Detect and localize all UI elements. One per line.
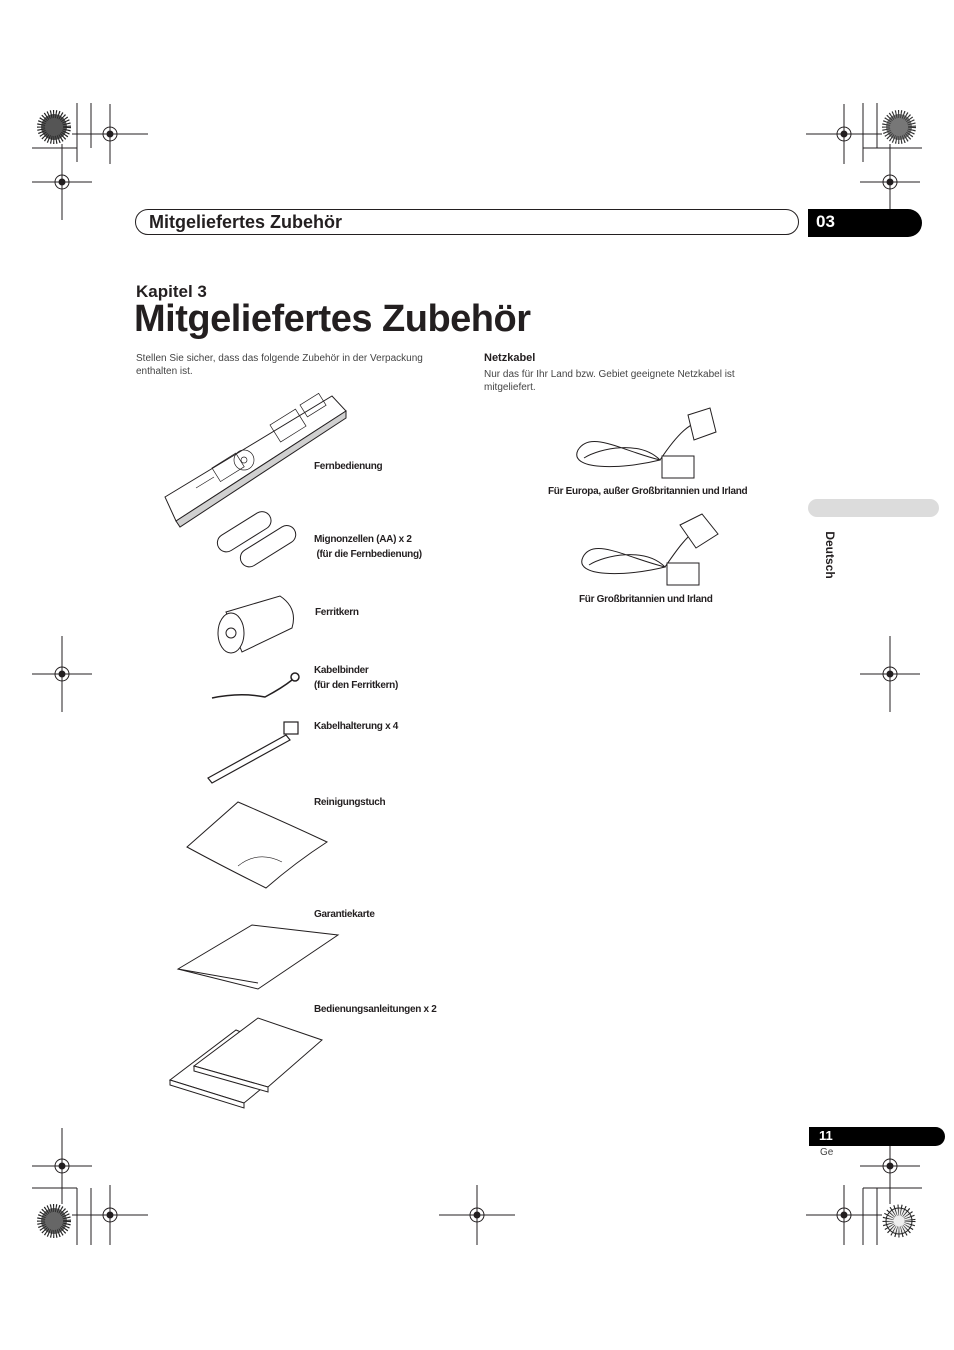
- power-cord-text: Nur das für Ihr Land bzw. Gebiet geeignete Netzkabel ist mitgeliefert.: [484, 369, 735, 393]
- chapter-number-badge: [808, 209, 922, 237]
- accessory-label: Kabelhalterung x 4: [314, 721, 399, 732]
- accessory-label: Bedienungsanleitungen x 2: [314, 1004, 437, 1015]
- warranty-card-illustration: [178, 925, 338, 989]
- accessory-label: Mignonzellen (AA) x 2: [314, 534, 412, 545]
- batteries-illustration: [214, 508, 299, 570]
- ferrite-core-illustration: [218, 596, 294, 653]
- accessory-label: Fernbedienung: [314, 461, 383, 472]
- accessory-label-sub: (für die Fernbedienung): [314, 549, 422, 560]
- page-number: 11: [819, 1128, 833, 1143]
- chapter-number: 03: [816, 212, 835, 231]
- page-title: Mitgeliefertes Zubehör: [134, 298, 531, 340]
- cleaning-cloth-illustration: [187, 802, 327, 888]
- accessory-label: Reinigungstuch: [314, 797, 386, 808]
- registration-targets: [32, 104, 920, 1245]
- intro-text: Stellen Sie sicher, dass das folgende Zubehör in der Verpackung enthalten ist.: [136, 353, 423, 377]
- cable-tie-illustration: [212, 673, 299, 698]
- power-cord-heading: Netzkabel: [484, 352, 536, 364]
- language-tab: [808, 499, 939, 517]
- chapter-label: Kapitel 3: [136, 282, 207, 301]
- page-language-code: Ge: [820, 1147, 834, 1158]
- power-cord-uk-caption: Für Großbritannien und Irland: [579, 594, 713, 605]
- language-label: Deutsch: [823, 531, 837, 579]
- power-cord-eu-illustration: [577, 408, 716, 478]
- cable-holder-illustration: [208, 722, 298, 783]
- accessory-label-sub: (für den Ferritkern): [314, 680, 399, 691]
- header-title: Mitgeliefertes Zubehör: [149, 212, 343, 232]
- accessory-label: Kabelbinder: [314, 665, 369, 676]
- page-number-badge: [809, 1127, 945, 1146]
- power-cord-eu-caption: Für Europa, außer Großbritannien und Irland: [548, 486, 748, 497]
- accessory-label: Ferritkern: [315, 607, 359, 618]
- manuals-illustration: [170, 1018, 322, 1108]
- crop-marks: [32, 103, 922, 1245]
- power-cord-uk-illustration: [582, 514, 718, 585]
- accessory-label: Garantiekarte: [314, 909, 375, 920]
